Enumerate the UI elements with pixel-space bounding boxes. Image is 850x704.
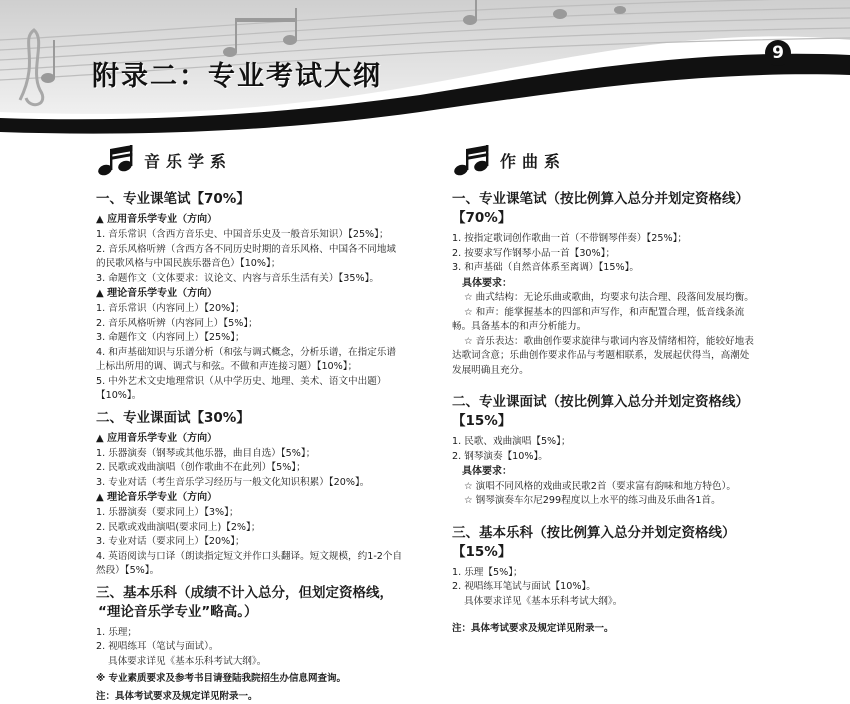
- section-title: 三、基本乐科（成绩不计入总分，但划定资格线，: [96, 584, 426, 603]
- requirements-label: 具体要求：: [462, 277, 790, 292]
- subsection-title: ▲ 应用音乐学专业（方向）: [96, 213, 426, 227]
- page-title: 附录二：专业考试大纲: [92, 54, 382, 93]
- subsection-title: ▲ 理论音乐学专业（方向）: [96, 287, 426, 301]
- list-item: 2. 民歌或戏曲演唱（创作歌曲不在此列）【5%】；: [96, 461, 426, 476]
- section-weight: 【15%】: [452, 543, 790, 562]
- list-item: 3. 命题作文（内容同上）【25%】；: [96, 331, 426, 346]
- list-item: 3. 命题作文（文体要求：议论文、内容与音乐生活有关）【35%】。: [96, 272, 426, 287]
- list-item: 1. 音乐常识（含西方音乐史、中国音乐史及一般音乐知识）【25%】；: [96, 228, 426, 243]
- requirement-item: ☆ 曲式结构：无论乐曲或歌曲，均要求句法合理、段落间发展均衡。: [452, 291, 790, 306]
- list-item: 然段）【5%】。: [96, 564, 426, 579]
- subsection-title: ▲ 理论音乐学专业（方向）: [96, 491, 426, 505]
- requirement-item: 畅。具备基本的和声分析能力。: [452, 320, 790, 335]
- note: 注：具体考试要求及规定详见附录一。: [96, 690, 426, 704]
- requirement-item: ☆ 钢琴演奏车尔尼299程度以上水平的练习曲及乐曲各1首。: [452, 494, 790, 509]
- section-title: 二、专业课面试（按比例算入总分并划定资格线）: [452, 393, 790, 412]
- section-title: 二、专业课面试【30%】: [96, 409, 426, 428]
- requirement-item: 发展明确且充分。: [452, 364, 790, 379]
- requirement-item: ☆ 音乐表达：歌曲创作要求旋律与歌词内容及情绪相符，能较好地表: [452, 335, 790, 350]
- detail-text: 具体要求详见《基本乐科考试大纲》。: [452, 595, 790, 610]
- list-item: 1. 乐理【5%】；: [452, 566, 790, 581]
- section-weight: 【15%】: [452, 412, 790, 431]
- page-number: 9: [765, 40, 791, 66]
- requirement-item: ☆ 和声：能掌握基本的四部和声写作，和声配置合理，低音线条流: [452, 306, 790, 321]
- note: 注：具体考试要求及规定详见附录一。: [452, 622, 790, 637]
- list-item: 上标出所用的调、调式与和弦。不做和声连接习题）【10%】；: [96, 360, 426, 375]
- composition-header: [452, 140, 790, 180]
- section-weight: 【70%】: [452, 209, 790, 228]
- dept-name-music-studies: 音乐学系: [144, 149, 232, 172]
- list-item: 1. 音乐常识（内容同上）【20%】；: [96, 302, 426, 317]
- list-item: 2. 音乐风格听辨（内容同上）【5%】；: [96, 317, 426, 332]
- section-title: 三、基本乐科（按比例算入总分并划定资格线）: [452, 524, 790, 543]
- list-item: 2. 钢琴演奏【10%】。: [452, 450, 790, 465]
- list-item: 1. 乐理；: [96, 626, 426, 641]
- section-title: 一、专业课笔试（按比例算入总分并划定资格线）: [452, 190, 790, 209]
- dept-name-composition: 作曲系: [500, 149, 566, 172]
- list-item: 1. 按指定歌词创作歌曲一首（不带钢琴伴奏）【25%】；: [452, 232, 790, 247]
- list-item: 的民歌风格与中国民族乐器音色）【10%】；: [96, 257, 426, 272]
- list-item: 3. 专业对话（要求同上）【20%】；: [96, 535, 426, 550]
- music-note-icon: [96, 143, 136, 177]
- subsection-title: ▲ 应用音乐学专业（方向）: [96, 432, 426, 446]
- detail-text: 具体要求详见《基本乐科考试大纲》。: [96, 655, 426, 670]
- requirements-label: 具体要求：: [462, 465, 790, 480]
- section-title: 一、专业课笔试【70%】: [96, 190, 426, 209]
- list-item: 2. 按要求写作钢琴小品一首【30%】；: [452, 247, 790, 262]
- list-item: 1. 乐器演奏（钢琴或其他乐器，曲目自选）【5%】；: [96, 447, 426, 462]
- list-item: 1. 乐器演奏（要求同上）【3%】；: [96, 506, 426, 521]
- music-studies-header: [96, 140, 426, 180]
- list-item: 3. 专业对话（考生音乐学习经历与一般文化知识积累）【20%】。: [96, 476, 426, 491]
- list-item: 3. 和声基础（自然音体系至离调）【15%】。: [452, 261, 790, 276]
- composition-column: [452, 140, 790, 637]
- list-item: 2. 视唱练耳（笔试与面试）。: [96, 640, 426, 655]
- list-item: 2. 民歌或戏曲演唱(要求同上)【2%】；: [96, 521, 426, 536]
- requirement-item: 达歌词含意；乐曲创作要求作品与考题相联系，发展起伏得当，高潮处: [452, 349, 790, 364]
- list-item: 1. 民歌、戏曲演唱【5%】；: [452, 435, 790, 450]
- list-item: 2. 视唱练耳笔试与面试【10%】。: [452, 580, 790, 595]
- music-studies-column: [96, 140, 426, 704]
- list-item: 4. 和声基础知识与乐谱分析（和弦与调式概念，分析乐谱，在指定乐谱: [96, 346, 426, 361]
- note: ※ 专业素质要求及参考书目请登陆我院招生办信息网查询。: [96, 672, 426, 687]
- list-item: 2. 音乐风格听辨（含西方各不同历史时期的音乐风格、中国各不同地域: [96, 243, 426, 258]
- list-item: 4. 英语阅读与口译（朗读指定短文并作口头翻译。短文规模，约1-2个自: [96, 550, 426, 565]
- music-note-icon: [452, 143, 492, 177]
- requirement-item: ☆ 演唱不同风格的戏曲或民歌2首（要求富有韵味和地方特色）。: [452, 480, 790, 495]
- list-item: 5. 中外艺术文史地理常识（从中学历史、地理、美术、语文中出题）: [96, 375, 426, 390]
- list-item: 【10%】。: [96, 389, 426, 404]
- section-title-cont: “理论音乐学专业”略高。）: [96, 603, 426, 622]
